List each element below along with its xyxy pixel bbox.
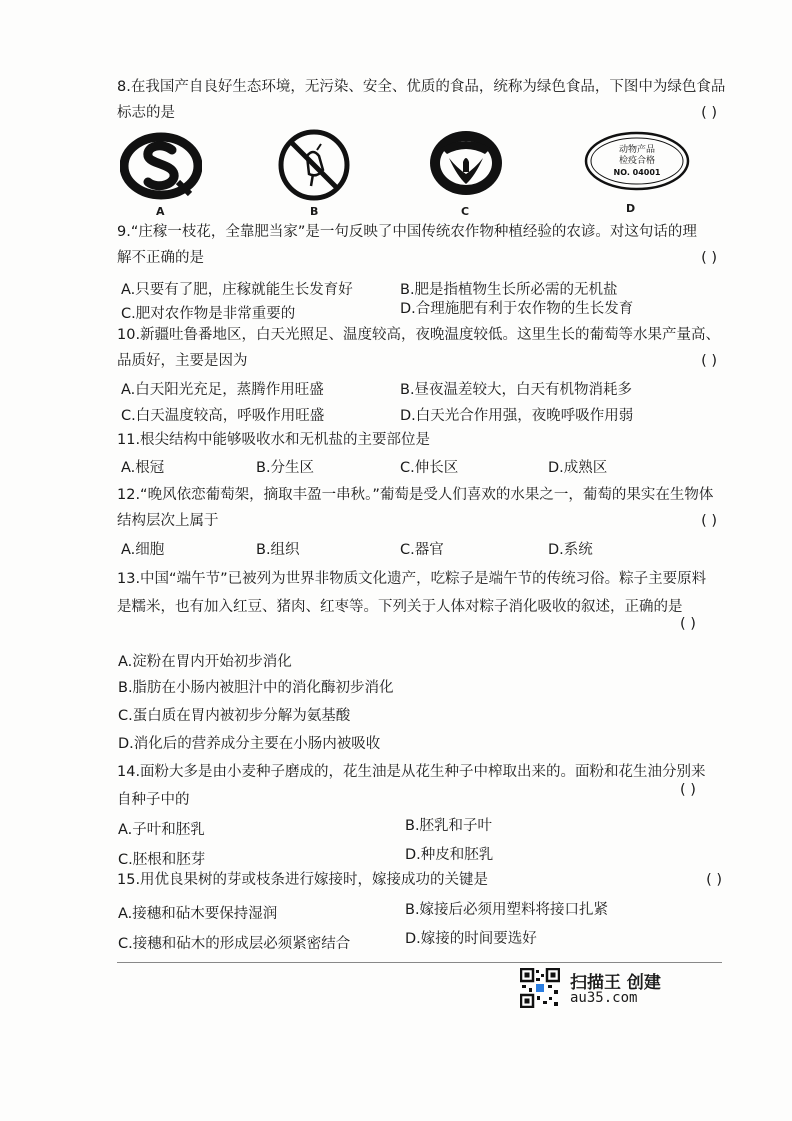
- q14-option-a: A.子叶和胚乳: [118, 822, 205, 838]
- q13-option-a: A.淀粉在胃内开始初步消化: [118, 654, 292, 670]
- q11-option-d: D.成熟区: [548, 460, 608, 476]
- q15-option-b: B.嫁接后必须用塑料将接口扎紧: [405, 902, 609, 918]
- stamp-text-1: 动物产品: [618, 145, 656, 155]
- q12-option-b: B.组织: [256, 542, 300, 558]
- q11-option-c: C.伸长区: [400, 460, 459, 476]
- q9-option-b: B.肥是指植物生长所必需的无机盐: [400, 282, 618, 298]
- question-11: [117, 427, 717, 453]
- q10-line1: 10.新疆吐鲁番地区，白天光照足、温度较高，夜晚温度较低。这里生长的葡萄等水果产量高、: [117, 327, 721, 343]
- answer-blank: ( ): [701, 250, 717, 266]
- logo-d-quarantine-stamp-icon: [583, 130, 691, 192]
- answer-blank: ( ): [701, 105, 717, 121]
- watermark-url: au35.com: [570, 990, 638, 1006]
- q13-option-b: B.脂肪在小肠内被胆汁中的消化酶初步消化: [118, 680, 394, 696]
- logo-label-a: A: [156, 205, 165, 218]
- qr-code-icon: [520, 968, 560, 1008]
- q15-option-a: A.接穗和砧木要保持湿润: [118, 906, 278, 922]
- q12-option-d: D.系统: [548, 542, 593, 558]
- q12-line1: 12.“晚风依恋葡萄架，摘取丰盈一串秋。”葡萄是受人们喜欢的水果之一，葡萄的果实在生物体: [117, 487, 714, 503]
- question-8: [117, 74, 726, 126]
- q11-line1: 11.根尖结构中能够吸收水和无机盐的主要部位是: [117, 432, 431, 448]
- question-13: [117, 565, 717, 621]
- q9-option-c: C.肥对农作物是非常重要的: [121, 306, 296, 322]
- q11-option-a: A.根冠: [121, 460, 165, 476]
- logo-c-green-food-icon: [427, 128, 505, 198]
- q14-option-c: C.胚根和胚芽: [118, 852, 206, 868]
- answer-blank: ( ): [701, 353, 717, 369]
- q9-option-a: A.只要有了肥，庄稼就能生长发育好: [121, 282, 353, 298]
- question-14: [117, 758, 717, 814]
- question-10: [117, 322, 721, 374]
- answer-blank: ( ): [701, 513, 717, 529]
- footer-divider: [117, 962, 722, 963]
- q15-option-d: D.嫁接的时间要选好: [405, 931, 537, 947]
- logo-label-d: D: [626, 202, 636, 215]
- logo-a-s-icon: [120, 132, 202, 200]
- stamp-text-2: 检疫合格: [618, 156, 656, 166]
- q10-option-d: D.白天光合作用强，夜晚呼吸作用弱: [400, 408, 634, 424]
- q13-line1: 13.中国“端午节”已被列为世界非物质文化遗产，吃粽子是端午节的传统习俗。粽子主要原料: [117, 571, 707, 587]
- q10-option-a: A.白天阳光充足，蒸腾作用旺盛: [121, 382, 324, 398]
- watermark-title: 扫描王 创建: [570, 973, 661, 993]
- q15-line1: 15.用优良果树的芽或枝条进行嫁接时，嫁接成功的关键是: [117, 872, 489, 888]
- answer-blank: ( ): [706, 872, 722, 888]
- q12-option-c: C.器官: [400, 542, 444, 558]
- q13-line2: 是糯米，也有加入红豆、猪肉、红枣等。下列关于人体对粽子消化吸收的叙述，正确的是: [117, 599, 683, 615]
- logo-label-c: C: [461, 205, 470, 218]
- logo-b-prohibited-icon: [277, 128, 352, 203]
- q12-line2: 结构层次上属于: [117, 513, 219, 529]
- question-12: [117, 482, 717, 534]
- q10-option-b: B.昼夜温差较大，白天有机物消耗多: [400, 382, 633, 398]
- q14-line2: 自种子中的: [117, 792, 190, 808]
- q9-line1: 9.“庄稼一枝花，全靠肥当家”是一句反映了中国传统农作物种植经验的农谚。对这句话的理: [117, 224, 697, 240]
- q10-option-c: C.白天温度较高，呼吸作用旺盛: [121, 408, 325, 424]
- q11-option-b: B.分生区: [256, 460, 315, 476]
- q10-line2: 品质好，主要是因为: [117, 353, 248, 369]
- q8-line2: 标志的是: [117, 105, 175, 121]
- q14-line1: 14.面粉大多是由小麦种子磨成的，花生油是从花生种子中榨取出来的。面粉和花生油分别来: [117, 764, 706, 780]
- q13-option-d: D.消化后的营养成分主要在小肠内被吸收: [118, 736, 381, 752]
- q13-option-c: C.蛋白质在胃内被初步分解为氨基酸: [118, 708, 351, 724]
- question-9: [117, 219, 717, 271]
- q14-option-d: D.种皮和胚乳: [405, 847, 494, 863]
- stamp-text-3: NO. 04001: [613, 168, 661, 177]
- q9-option-d: D.合理施肥有利于农作物的生长发育: [400, 301, 634, 317]
- answer-blank: ( ): [680, 782, 696, 798]
- q15-option-c: C.接穗和砧木的形成层必须紧密结合: [118, 936, 351, 952]
- q8-line1: 8.在我国产自良好生态环境，无污染、安全、优质的食品，统称为绿色食品，下图中为绿色食品: [117, 79, 726, 95]
- answer-blank: ( ): [680, 616, 696, 632]
- question-15: [117, 866, 722, 894]
- q12-option-a: A.细胞: [121, 542, 165, 558]
- q14-option-b: B.胚乳和子叶: [405, 818, 493, 834]
- logo-label-b: B: [310, 205, 319, 218]
- q9-line2: 解不正确的是: [117, 250, 204, 266]
